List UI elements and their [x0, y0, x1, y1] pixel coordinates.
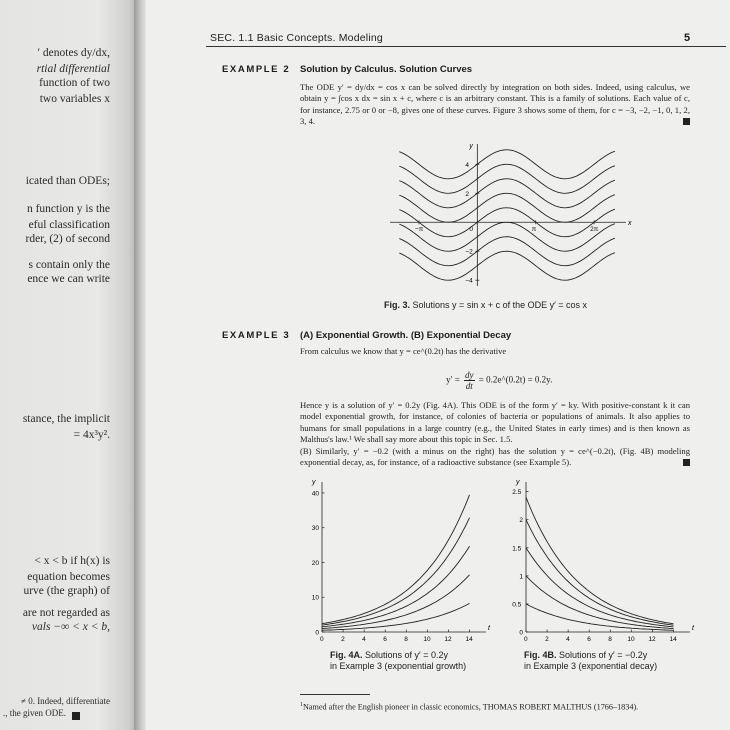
x-tick-label: 14 [669, 636, 677, 643]
x-tick-label: 8 [608, 636, 612, 643]
y-tick-label: 0 [519, 629, 524, 637]
left-text-line: eful classification [28, 219, 110, 231]
figure-4a-chart [296, 476, 496, 652]
current-page [146, 0, 730, 730]
equation-rhs: = 0.2e^(0.2t) = 0.2y. [478, 374, 553, 385]
fraction-numerator: dy [465, 370, 474, 380]
x-tick-label: 8 [404, 636, 408, 643]
solution-curve [322, 518, 470, 625]
left-text-line: vals −∞ < x < b, [31, 621, 110, 633]
left-text-line: equation becomes [27, 571, 110, 583]
figure-4a-caption [330, 650, 466, 672]
example-2-text: The ODE y′ = dy/dx = cos x can be solved directly by integration on both sides. Indeed, using calculus, we obtain y = ∫cos x dx = sin x + c, where c is an arbitrary constant. This is a family of solutions. Each value of c, for instance, 2.75 or 0 or −8, gives one of these curves. Figure 3 shows some of them, for c = −3, −2, −1, 0, 1, 2, 3, 4. [300, 82, 690, 127]
example-2-title: Solution by Calculus. Solution Curves [300, 64, 473, 75]
solution-curve [526, 548, 674, 627]
x-tick-label: 6 [587, 636, 591, 643]
x-axis-label: t [488, 625, 490, 632]
footnote [300, 702, 638, 712]
figure-3-label: Fig. 3. [384, 300, 411, 310]
x-tick-label: π [531, 226, 537, 234]
left-text-line: ., the given ODE. [3, 708, 66, 718]
solution-curve [526, 576, 674, 629]
end-of-example-square [683, 459, 690, 466]
solution-curve [322, 546, 470, 627]
y-axis-label: y [469, 143, 473, 150]
example-3-intro: From calculus we know that y = ce^(0.2t) has the derivative [300, 346, 507, 356]
x-tick-label: 2π [590, 226, 599, 234]
y-axis-label: y [516, 479, 520, 486]
left-text-line: are not regarded as [22, 607, 110, 619]
left-text-line: rtial differential [36, 63, 110, 75]
figure-4a-text: Solutions of y′ = 0.2y [365, 650, 449, 660]
end-of-example-square [683, 118, 690, 125]
solution-curve [526, 520, 674, 626]
y-tick-label: 2 [465, 190, 469, 198]
x-tick-label: 14 [465, 636, 473, 643]
x-tick-label: 4 [566, 636, 570, 643]
left-text-line: ≠ 0. Indeed, differentiate [21, 696, 110, 706]
solution-curve [399, 248, 615, 280]
y-tick-label: 4 [465, 161, 469, 169]
equation-lhs: y′ = [446, 374, 460, 385]
y-tick-label: −4 [465, 277, 473, 285]
footnote-text: Named after the English pioneer in classic economics, THOMAS ROBERT MALTHUS (1766–1834). [303, 702, 639, 712]
x-tick-label: 0 [469, 226, 473, 234]
solution-curve [526, 604, 674, 630]
x-tick-label: 12 [444, 636, 452, 643]
figure-4b-chart [500, 476, 700, 652]
x-tick-label: 10 [423, 636, 431, 643]
footnote-marker: 1 [300, 702, 303, 708]
y-tick-label: 1.5 [512, 545, 522, 553]
x-tick-label: 10 [627, 636, 635, 643]
x-tick-label: 4 [362, 636, 366, 643]
fraction-denominator: dt [465, 381, 473, 391]
example-3-body-1: Hence y is a solution of y′ = 0.2y (Fig. 4A). This ODE is of the form y′ = ky. With positive-constant k it can model exponential growth, for instance, of colonies of bacteria or populations of animals. It also applies to humans for small populations in a large country (e.g., the United States in early times) and is then known as Malthus's law.¹ We shall say more about this topic in Sec. 1.5. [300, 400, 690, 445]
y-tick-label: 20 [311, 559, 320, 567]
previous-page [0, 0, 140, 730]
page-number: 5 [684, 32, 691, 44]
end-of-proof-square [72, 712, 80, 720]
x-tick-label: −π [414, 226, 424, 234]
header-rule [206, 46, 726, 47]
example-3-title: (A) Exponential Growth. (B) Exponential Decay [300, 330, 512, 341]
example-3-text-2: (B) Similarly, y′ = −0.2 (with a minus on the right) has the solution y = ce^(−0.2t), (Fig. 4B) modeling exponential decay, as, for instance, of a radioactive substance (see Example 5). [300, 446, 690, 468]
left-text-line: stance, the implicit [22, 413, 110, 425]
y-tick-label: 0.5 [512, 601, 522, 609]
y-tick-label: 0 [315, 629, 320, 637]
left-text-line: = 4x³y². [73, 429, 110, 441]
derivative-equation [446, 370, 552, 391]
x-tick-label: 6 [383, 636, 387, 643]
left-text-line: icated than ODEs; [25, 175, 110, 187]
left-text-line: n function y is the [26, 203, 110, 215]
y-tick-label: 2 [519, 517, 524, 525]
x-tick-label: 0 [524, 636, 528, 643]
figure-3-caption [384, 300, 587, 311]
footnote-rule [300, 694, 370, 695]
y-tick-label: 30 [311, 525, 320, 533]
example-3-body-2 [300, 446, 690, 469]
figure-4b-text: Solutions of y′ = −0.2y [559, 650, 648, 660]
figure-4a-label: Fig. 4A. [330, 650, 363, 660]
left-text-line: rder, (2) of second [25, 233, 110, 245]
figure-4b-text-2: in Example 3 (exponential decay) [524, 661, 658, 671]
y-tick-label: 2.5 [512, 489, 522, 497]
left-text-line: urve (the graph) of [23, 585, 110, 597]
left-text-line: < x < b if h(x) is [34, 555, 110, 567]
left-text-line: ′ denotes dy/dx, [37, 47, 110, 59]
figure-3-text: Solutions y = sin x + c of the ODE y′ = cos x [412, 300, 588, 310]
solution-curve [322, 495, 470, 624]
example-2-label: EXAMPLE 2 [222, 64, 291, 75]
y-tick-label: 40 [311, 490, 320, 498]
left-text-line: function of two [39, 77, 110, 89]
y-tick-label: 10 [311, 594, 320, 602]
x-tick-label: 2 [341, 636, 345, 643]
example-3-label: EXAMPLE 3 [222, 330, 291, 341]
figure-3-chart [376, 136, 636, 296]
x-tick-label: 12 [648, 636, 656, 643]
y-tick-label: 1 [519, 573, 524, 581]
x-axis-label: x [628, 220, 632, 228]
left-text-line: two variables x [39, 93, 110, 105]
x-axis-label: t [692, 625, 694, 632]
solution-curve [322, 575, 470, 629]
figure-4b-caption [524, 650, 657, 672]
y-axis-label: y [312, 479, 316, 486]
equation-fraction [464, 370, 475, 391]
y-tick-label: −2 [465, 248, 473, 256]
left-text-line: s contain only the [28, 259, 110, 271]
figure-4a-text-2: in Example 3 (exponential growth) [330, 661, 467, 671]
figure-4b-label: Fig. 4B. [524, 650, 557, 660]
x-tick-label: 0 [320, 636, 324, 643]
running-head: SEC. 1.1 Basic Concepts. Modeling [210, 32, 383, 44]
example-2-body [300, 82, 690, 128]
x-tick-label: 2 [545, 636, 549, 643]
left-text-line: ence we can write [27, 273, 110, 285]
